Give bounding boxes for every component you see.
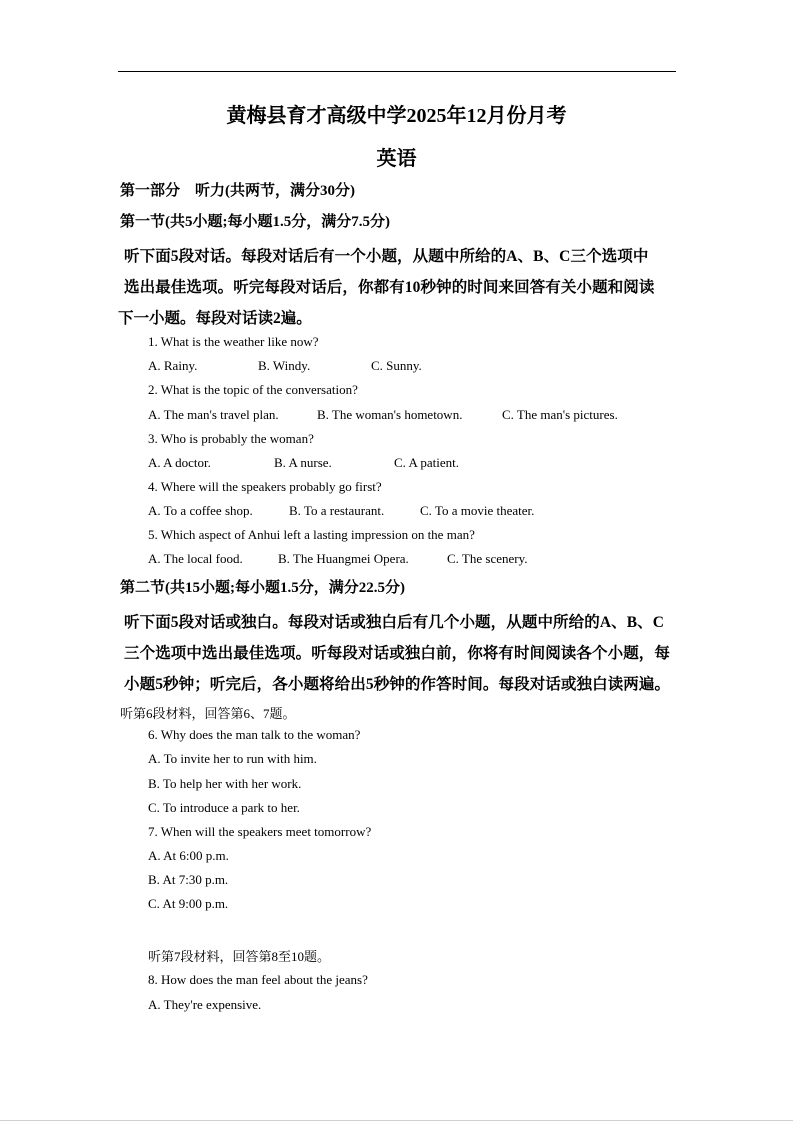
option-a: A. The local food. <box>148 551 243 566</box>
question-1: 1. What is the weather like now? <box>148 334 319 349</box>
option-c: C. To introduce a park to her. <box>148 800 300 815</box>
option-c: C. The man's pictures. <box>502 407 618 422</box>
option-b: B. The woman's hometown. <box>317 407 463 422</box>
option-c: C. A patient. <box>394 455 459 470</box>
option-b: B. To a restaurant. <box>289 503 385 518</box>
option-a: A. The man's travel plan. <box>148 407 279 422</box>
section2-instruction-line: 三个选项中选出最佳选项。听每段对话或独白前，你将有时间阅读各个小题，每 <box>124 645 671 662</box>
section2-instruction-line: 小题5秒钟；听完后，各小题将给出5秒钟的作答时间。每段对话或独白读两遍。 <box>124 676 671 693</box>
section1-instruction-line: 选出最佳选项。听完每段对话后，你都有10秒钟的时间来回答有关小题和阅读 <box>124 279 655 296</box>
option-b: B. At 7:30 p.m. <box>148 872 229 887</box>
section2-heading: 第二节(共15小题;每小题1.5分，满分22.5分) <box>120 580 405 596</box>
question-7: 7. When will the speakers meet tomorrow? <box>148 824 372 839</box>
option-a: A. To invite her to run with him. <box>148 751 317 766</box>
option-a: A. At 6:00 p.m. <box>148 848 229 863</box>
question-2: 2. What is the topic of the conversation? <box>148 382 358 397</box>
option-a: A. They're expensive. <box>148 997 262 1012</box>
question-8: 8. How does the man feel about the jeans? <box>148 972 368 987</box>
section1-instruction-line: 听下面5段对话。每段对话后有一个小题，从题中所给的A、B、C三个选项中 <box>124 248 649 265</box>
option-b: B. To help her with her work. <box>148 776 302 791</box>
page-bottom-rule <box>0 1120 793 1121</box>
option-b: B. Windy. <box>258 358 311 373</box>
option-a: A. Rainy. <box>148 358 198 373</box>
material-6-note: 听第6段材料，回答第6、7题。 <box>120 706 296 721</box>
option-c: C. Sunny. <box>371 358 422 373</box>
option-c: C. At 9:00 p.m. <box>148 896 229 911</box>
question-6: 6. Why does the man talk to the woman? <box>148 727 361 742</box>
exam-title: 黄梅县育才高级中学2025年12月份月考 <box>226 105 567 127</box>
question-4: 4. Where will the speakers probably go first? <box>148 479 382 494</box>
option-a: A. To a coffee shop. <box>148 503 253 518</box>
section1-instruction-line: 下一小题。每段对话读2遍。 <box>118 310 312 327</box>
option-c: C. To a movie theater. <box>420 503 535 518</box>
part1-heading: 第一部分 听力(共两节，满分30分) <box>120 183 355 199</box>
top-rule <box>118 71 676 72</box>
option-c: C. The scenery. <box>447 551 528 566</box>
option-b: B. The Huangmei Opera. <box>278 551 409 566</box>
section2-instruction-line: 听下面5段对话或独白。每段对话或独白后有几个小题，从题中所给的A、B、C <box>124 614 665 631</box>
question-5: 5. Which aspect of Anhui left a lasting impression on the man? <box>148 527 475 542</box>
section1-heading: 第一节(共5小题;每小题1.5分，满分7.5分) <box>120 214 390 230</box>
option-b: B. A nurse. <box>274 455 332 470</box>
question-3: 3. Who is probably the woman? <box>148 431 314 446</box>
material-7-note: 听第7段材料，回答第8至10题。 <box>148 949 331 964</box>
subject-title: 英语 <box>376 148 417 170</box>
option-a: A. A doctor. <box>148 455 211 470</box>
